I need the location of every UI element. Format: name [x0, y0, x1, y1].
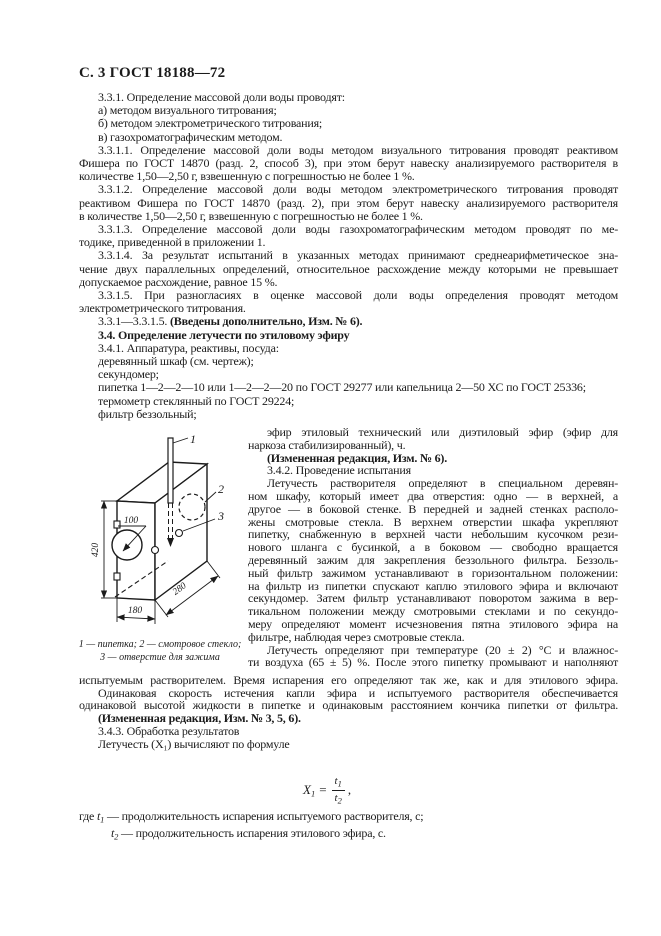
text-line: 3.3.1—3.3.1.5. (Введены дополнительно, Изм. № 6).	[98, 314, 363, 329]
fraction-numerator: $t_1$	[332, 775, 345, 791]
text-line: наркоза стабилизированный), ч.	[248, 437, 406, 452]
formula-comma: ,	[347, 782, 352, 798]
text-line: количестве 1,50—2,50 г, взвешенную с погрешностью не более 1 %.	[79, 169, 415, 184]
text-line: ном шкафу, который имеет два отверстия: одно — в верхней, а	[248, 488, 618, 503]
text-line: деревянный зажим для закрепления беззольного фильтра. Беззоль-	[248, 552, 618, 567]
text-line: 3.3.1. Определение массовой доли воды проводят:	[98, 90, 345, 104]
volatility-formula	[303, 775, 351, 806]
page-title: С. 3 ГОСТ 18188—72	[79, 65, 226, 81]
text-line: секундомер. Затем фильтр устанавливают поворотом зажима в вер-	[248, 591, 618, 606]
text-line: (Измененная редакция, Изм. № 6).	[267, 450, 448, 465]
text-line: испытуемым растворителем. Время испарения его определяют так же, как и для этилового эфира.	[79, 673, 618, 687]
text-line: Летучесть растворителя определяют в специальном деревян-	[267, 476, 618, 491]
text-line: фильтр беззольный;	[98, 406, 197, 421]
text-line: на фильтр из пипетки спускают каплю этилового эфира и включают	[248, 578, 618, 593]
text-line: другое — в боковой стенке. В передней и задней стенках располо-	[248, 501, 618, 516]
text-line: чение двух параллельных определений, относительное расхождение между которыми не превышает	[79, 261, 618, 276]
text-line: (Измененная редакция, Изм. № 3, 5, 6).	[98, 711, 301, 726]
text-line: Летучесть определяют при температуре (20 ± 2) °С и влажнос-	[267, 642, 618, 657]
text-line: секундомер;	[98, 367, 159, 382]
text-line: жены смотровые стекла. В верхнем отверстии шкафа укрепляют	[248, 514, 618, 529]
cabinet-drawing	[75, 431, 245, 636]
text-line: пипетка 1—2—2—10 или 1—2—2—20 по ГОСТ 29277 или капельница 2—50 ХС по ГОСТ 25336;	[98, 380, 586, 395]
fraction	[332, 775, 345, 806]
figure-caption-line: 1 — пипетка; 2 — смотровое стекло;	[78, 639, 242, 650]
text-line: в количестве 1,50—2,50 г, взвешенную с погрешностью не более 1 %.	[79, 208, 423, 223]
fraction-denominator: $t_2$	[334, 791, 342, 806]
text-line: ный фильтр зажимом устанавливают в горизонтальном положении:	[248, 565, 618, 580]
dim-width-180: 180	[127, 606, 143, 616]
text-line: меру определяют момент исчезновения пятна этилового эфира на	[248, 616, 618, 631]
text-line: в) газохроматографическим методом.	[98, 129, 283, 144]
dim-height-420: 420	[91, 542, 101, 558]
clamp-hole	[176, 530, 183, 537]
front-sight-glass	[112, 530, 142, 560]
figure-caption	[75, 639, 245, 664]
figure-caption-line: 3 — отверстие для зажима	[100, 651, 220, 663]
text-line: б) методом электрометрического титрования;	[98, 116, 323, 131]
text-line: нового шланга с бусинкой, а в боковом — свободно вращается	[248, 540, 618, 555]
text-line: электрометрического титрования.	[79, 301, 246, 316]
cabinet-figure	[75, 431, 245, 673]
text-line: а) методом визуального титрования;	[98, 103, 277, 118]
hinge-bottom	[114, 573, 120, 580]
text-line: 3.3.1.5. При разногласиях в оценке массовой доли воды определения проводят методом	[98, 288, 618, 303]
hinge-top	[114, 521, 120, 528]
equals-sign: =	[319, 782, 327, 798]
pipette-tube	[168, 438, 173, 503]
formula-legend	[79, 810, 423, 843]
text-line: тодике, приведенной в приложении 1.	[79, 235, 266, 250]
section-3-4-3-text	[79, 674, 618, 750]
dim-depth-280: 280	[171, 581, 189, 598]
text-line: реактивом Фишера по ГОСТ 14870 (разд. 2), при этом берут навеску анализируемого растворителя	[79, 195, 618, 210]
text-line: Одинаковая скорость истечения капли эфира и испытуемого растворителя обеспечивается	[98, 685, 618, 700]
text-line: одинаковой высотой жидкости в пипетке и одинаковым расстоянием кончика пипетки от фильтра.	[79, 698, 618, 713]
text-line: 3.3.1.1. Определение массовой доли воды методом визуального титрования проводят реактивом	[98, 142, 618, 157]
text-line: пипетку, снабженную в верхней части небольшим кусочком рези-	[248, 527, 618, 542]
text-line: термометр стеклянный по ГОСТ 29224;	[98, 393, 295, 408]
callout-2-glass: 2	[218, 482, 224, 496]
legend-line-t1: где $t_1$ — продолжительность испарения испытуемого растворителя, с;	[79, 809, 424, 825]
text-line: 3.4.3. Обработка результатов	[98, 723, 240, 738]
text-line: допускаемое расхождение, равное 15 %.	[79, 274, 278, 289]
text-line: Летучесть (X₁) вычисляют по формуле	[98, 736, 290, 751]
text-line: фильтре, наблюдая через смотровые стекла.	[248, 629, 465, 644]
text-line: 3.4.2. Проведение испытания	[267, 463, 411, 478]
callout-1-pipette: 1	[190, 432, 196, 446]
legend-line-t2: $t_2$ — продолжительность испарения этилового эфира, с.	[111, 825, 386, 841]
section-3-3-text	[79, 91, 618, 421]
callout-3-hole: 3	[218, 509, 224, 523]
section-3-4-2-text	[248, 426, 618, 669]
text-line: 3.3.1.2. Определение массовой доли воды методом электрометрического титрования проводят	[98, 182, 618, 197]
text-line: тикальном положении между смотровыми стеклами и по секундо-	[248, 604, 618, 619]
text-line: Фишера по ГОСТ 14870 (разд. 2, способ 3), при этом берут навеску анализируемого растворителя в	[79, 156, 618, 171]
text-line: 3.4. Определение летучести по этиловому эфиру	[98, 327, 350, 342]
text-line: эфир этиловый технический или диэтиловый эфир (эфир для	[267, 425, 618, 439]
text-line: 3.3.1.4. За результат испытаний в указанных методах принимают среднеарифметическое зна-	[98, 248, 618, 263]
formula-lhs: X1	[303, 782, 316, 799]
text-line: ти воздуха (65 ± 5) %. После этого пипетку промывают и наполняют	[248, 655, 618, 670]
dim-diameter-100: 100	[123, 516, 139, 526]
text-line: деревянный шкаф (см. чертеж);	[98, 354, 254, 369]
text-line: 3.3.1.3. Определение массовой доли воды газохроматографическим методом проводят по ме-	[98, 222, 618, 237]
text-line: 3.4.1. Аппаратура, реактивы, посуда:	[98, 340, 279, 355]
edge-hole	[152, 547, 159, 554]
